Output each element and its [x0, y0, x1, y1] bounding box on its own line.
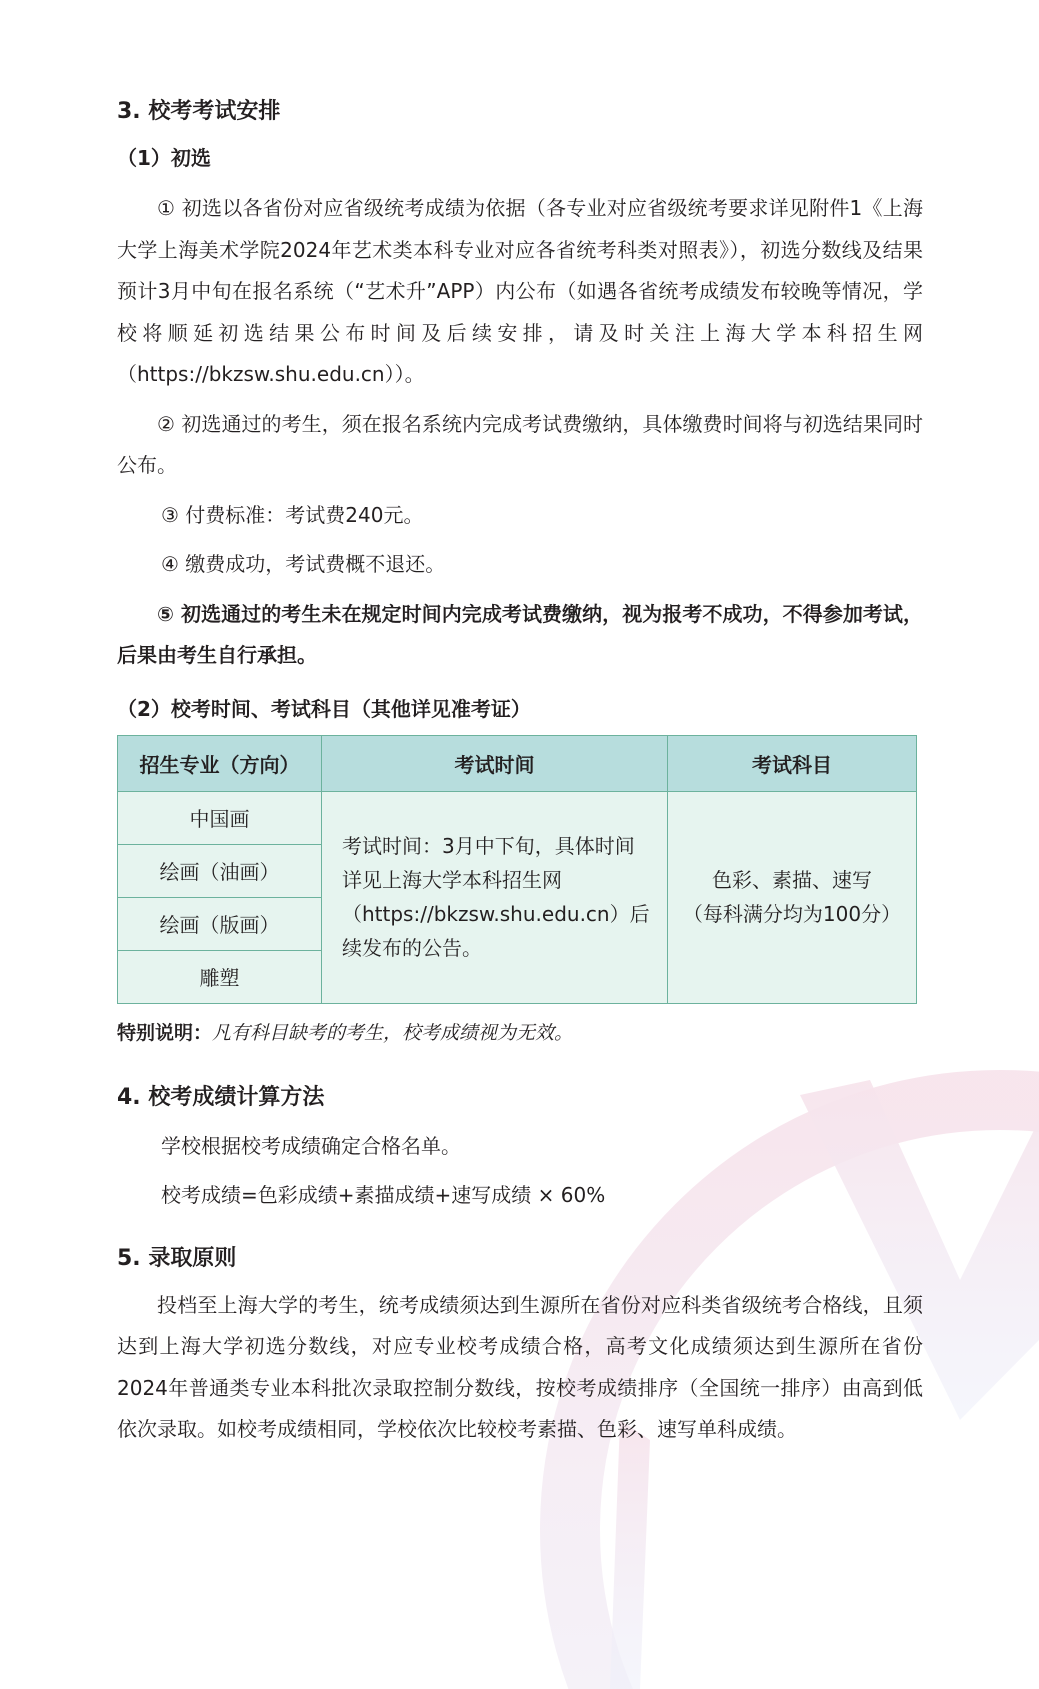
subsection-preliminary-title: （1）初选: [117, 146, 211, 170]
subjects-line: 色彩、素描、速写: [712, 868, 872, 892]
preliminary-item-3: ③ 付费标准：考试费240元。: [161, 502, 424, 527]
table-row: [118, 791, 917, 844]
special-note-label: 特别说明：: [117, 1021, 213, 1044]
subjects-score-note: （每科满分均为100分）: [682, 902, 902, 926]
page-content: [117, 92, 923, 1451]
score-formula: 校考成绩=色彩成绩+素描成绩+速写成绩 × 60%: [161, 1183, 606, 1207]
subsection-schedule-title: （2）校考时间、考试科目（其他详见准考证）: [117, 696, 531, 721]
section-5-title: 5. 录取原则: [117, 1245, 237, 1271]
special-note-text: 凡有科目缺考的考生，校考成绩视为无效。: [212, 1021, 574, 1044]
major-cell: 绘画（油画）: [118, 844, 322, 897]
exam-schedule-table: [117, 735, 917, 1004]
preliminary-item-1: ① 初选以各省份对应省级统考成绩为依据（各专业对应省级统考要求详见附件1《上海大学上海美术学院2024年艺术类本科专业对应各省统考科类对照表》），初选分数线及结果预计3月中旬在报名系统（“艺术升”APP）内公布（如遇各省统考成绩发布较晚等情况，学校将顺延初选结果公布时间及后续安排，请及时关注上海大学本科招生网（https://bkzsw.shu.edu.cn））。: [117, 196, 923, 386]
header-exam-time: 考试时间: [322, 735, 668, 791]
score-method-line-1: 学校根据校考成绩确定合格名单。: [161, 1133, 461, 1158]
preliminary-item-4: ④ 缴费成功，考试费概不退还。: [161, 552, 446, 576]
exam-time-cell: 考试时间：3月中下旬，具体时间详见上海大学本科招生网（https://bkzsw.shu.edu.cn）后续发布的公告。: [322, 791, 668, 1003]
special-note: [117, 1018, 923, 1048]
header-major: 招生专业（方向）: [118, 735, 322, 791]
admission-principle: 投档至上海大学的考生，统考成绩须达到生源所在省份对应科类省级统考合格线，且须达到上海大学初选分数线，对应专业校考成绩合格，高考文化成绩须达到生源所在省份2024年普通类专业本科批次录取控制分数线，按校考成绩排序（全国统一排序）由高到低依次录取。如校考成绩相同，学校依次比较校考素描、色彩、速写单科成绩。: [117, 1292, 923, 1441]
preliminary-item-2: ② 初选通过的考生，须在报名系统内完成考试费缴纳，具体缴费时间将与初选结果同时公布。: [117, 411, 923, 477]
section-3-title: 3. 校考考试安排: [117, 99, 281, 124]
header-exam-subjects: 考试科目: [668, 735, 917, 791]
major-cell: 雕塑: [118, 950, 322, 1003]
preliminary-list: [117, 188, 923, 677]
section-4-title: 4. 校考成绩计算方法: [117, 1084, 325, 1110]
major-cell: 中国画: [118, 791, 322, 844]
table-header-row: [118, 735, 917, 791]
exam-subjects-cell: [668, 791, 917, 1003]
preliminary-item-5: ⑤ 初选通过的考生未在规定时间内完成考试费缴纳，视为报考不成功，不得参加考试，后果由考生自行承担。: [117, 601, 923, 667]
major-cell: 绘画（版画）: [118, 897, 322, 950]
